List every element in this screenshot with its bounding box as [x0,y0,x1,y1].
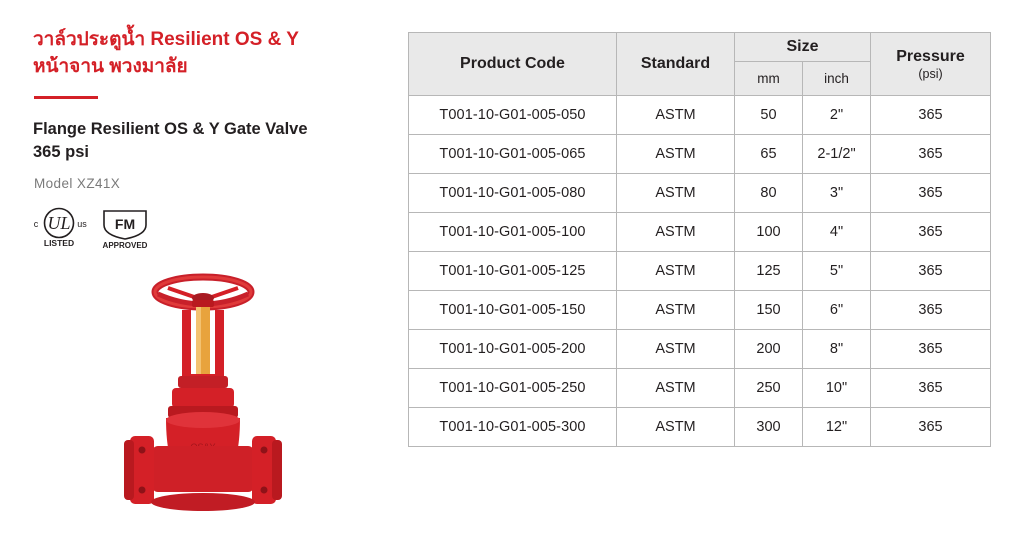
cell-product-code: T001-10-G01-005-100 [409,213,617,252]
cell-pressure: 365 [871,174,991,213]
cell-product-code: T001-10-G01-005-080 [409,174,617,213]
product-title-english-line2: 365 psi [33,143,89,161]
cell-product-code: T001-10-G01-005-065 [409,135,617,174]
cell-size-mm: 65 [735,135,803,174]
product-info-panel [0,0,400,536]
svg-text:LISTED: LISTED [43,238,75,248]
cell-standard: ASTM [617,135,735,174]
product-title-thai-line2: หน้าจาน พวงมาลัย [33,56,188,77]
cell-pressure: 365 [871,369,991,408]
product-title-thai-line1: วาล์วประตูน้ำ Resilient OS & Y [33,29,299,50]
header-product-code: Product Code [409,33,617,96]
header-size-mm: mm [735,62,803,96]
specification-table [408,32,991,447]
title-divider [34,96,98,99]
fm-approved-icon [96,205,154,251]
svg-text:c: c [33,219,39,229]
cell-product-code: T001-10-G01-005-125 [409,252,617,291]
cell-size-mm: 100 [735,213,803,252]
cell-size-mm: 300 [735,408,803,447]
certification-marks [30,205,210,255]
header-pressure [871,33,991,96]
cell-product-code: T001-10-G01-005-300 [409,408,617,447]
cell-pressure: 365 [871,96,991,135]
cell-size-inch: 10" [803,369,871,408]
cell-standard: ASTM [617,369,735,408]
svg-text:us: us [77,219,87,229]
cell-standard: ASTM [617,213,735,252]
product-model: Model XZ41X [34,176,121,191]
table-row [409,330,991,369]
cell-standard: ASTM [617,252,735,291]
svg-text:FM: FM [114,216,136,232]
cell-size-inch: 2-1/2" [803,135,871,174]
table-row [409,408,991,447]
cell-pressure: 365 [871,135,991,174]
product-title-thai [33,26,373,80]
product-image [108,270,298,530]
cell-standard: ASTM [617,408,735,447]
table-row [409,96,991,135]
svg-text:APPROVED: APPROVED [102,241,148,250]
cell-size-inch: 3" [803,174,871,213]
cell-standard: ASTM [617,174,735,213]
cell-pressure: 365 [871,330,991,369]
table-row [409,213,991,252]
cell-size-inch: 2" [803,96,871,135]
ul-listed-icon [30,205,88,251]
header-size-inch: inch [803,62,871,96]
header-standard: Standard [617,33,735,96]
cell-size-inch: 4" [803,213,871,252]
product-title-english-line1: Flange Resilient OS & Y Gate Valve [33,120,308,138]
cell-pressure: 365 [871,252,991,291]
svg-text:UL: UL [47,213,71,233]
table-header-row-main [409,33,991,62]
cell-product-code: T001-10-G01-005-250 [409,369,617,408]
table-row [409,174,991,213]
cell-size-inch: 6" [803,291,871,330]
cell-size-inch: 8" [803,330,871,369]
table-row [409,252,991,291]
cell-size-mm: 250 [735,369,803,408]
product-title-english [33,118,378,164]
table-body [409,96,991,447]
cell-pressure: 365 [871,213,991,252]
cell-size-mm: 125 [735,252,803,291]
cell-standard: ASTM [617,96,735,135]
cell-size-inch: 12" [803,408,871,447]
cell-pressure: 365 [871,291,991,330]
header-pressure-unit: (psi) [918,66,943,81]
cell-standard: ASTM [617,291,735,330]
cell-standard: ASTM [617,330,735,369]
cell-size-mm: 200 [735,330,803,369]
table-row [409,369,991,408]
header-pressure-label: Pressure [896,47,965,65]
cell-size-mm: 150 [735,291,803,330]
cell-product-code: T001-10-G01-005-150 [409,291,617,330]
cell-size-inch: 5" [803,252,871,291]
cell-size-mm: 80 [735,174,803,213]
cell-size-mm: 50 [735,96,803,135]
table-row [409,291,991,330]
cell-product-code: T001-10-G01-005-200 [409,330,617,369]
header-size: Size [735,33,871,62]
table-row [409,135,991,174]
table-header [409,33,991,96]
cell-pressure: 365 [871,408,991,447]
cell-product-code: T001-10-G01-005-050 [409,96,617,135]
